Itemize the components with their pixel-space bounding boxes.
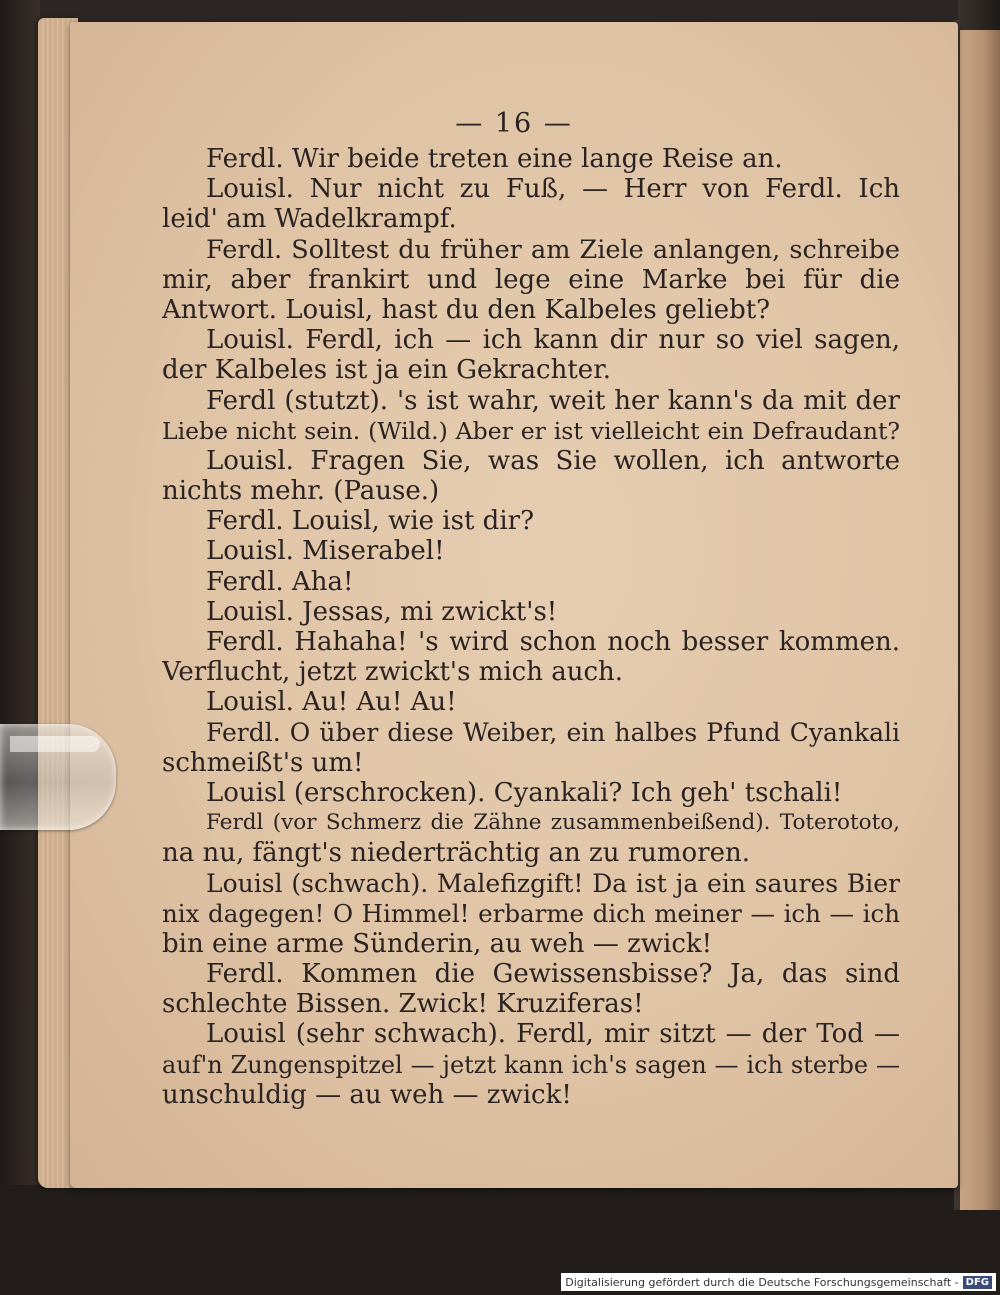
- text-line: Louisl. Nur nicht zu Fuß, — Herr von Ferdl. Ich: [206, 174, 900, 205]
- text-line: Ferdl. Aha!: [206, 566, 354, 597]
- text-line: der Kalbeles ist ja ein Gekrachter.: [162, 355, 612, 386]
- glass-page-holder-shine: [10, 736, 100, 752]
- text-line: nix dagegen! O Himmel! erbarme dich meiner — ich — ich: [162, 898, 900, 928]
- text-line: Antwort. Louisl, hast du den Kalbeles geliebt?: [162, 294, 771, 325]
- text-line: Louisl (erschrocken). Cyankali? Ich geh' tschali!: [206, 777, 843, 808]
- text-line: Ferdl (stutzt). 's ist wahr, weit her kann's da mit der: [206, 385, 900, 416]
- text-line: Louisl. Jessas, mi zwickt's!: [206, 596, 558, 627]
- text-line: Louisl (schwach). Malefizgift! Da ist ja ein saures Bier: [206, 868, 900, 898]
- text-line: Louisl. Au! Au! Au!: [206, 687, 457, 718]
- text-line: Louisl. Miserabel!: [206, 536, 445, 567]
- text-line: Ferdl. Wir beide treten eine lange Reise an.: [206, 144, 783, 174]
- text-line: Louisl. Ferdl, ich — ich kann dir nur so viel sagen,: [206, 325, 900, 356]
- text-line: schlechte Bissen. Zwick! Kruziferas!: [162, 989, 644, 1020]
- page-text: [162, 144, 900, 1110]
- text-line: na nu, fängt's niederträchtig an zu rumoren.: [162, 838, 751, 869]
- page-number: — 16 —: [455, 108, 573, 139]
- text-line: Louisl. Fragen Sie, was Sie wollen, ich antworte: [206, 445, 900, 476]
- text-line: Ferdl. Kommen die Gewissensbisse? Ja, das sind: [206, 959, 900, 990]
- text-line: Ferdl. Hahaha! 's wird schon noch besser kommen.: [206, 627, 900, 657]
- dfg-logo: DFG: [963, 1276, 992, 1289]
- text-line: Louisl (sehr schwach). Ferdl, mir sitzt — der Tod —: [206, 1019, 900, 1050]
- text-line: Ferdl. Solltest du früher am Ziele anlangen, schreibe: [206, 234, 900, 265]
- text-line: schmeißt's um!: [162, 747, 364, 778]
- text-line: Liebe nicht sein. (Wild.) Aber er ist vielleicht ein Defraudant?: [162, 416, 900, 445]
- text-line: nichts mehr. (Pause.): [162, 476, 440, 507]
- digitization-credit: [561, 1273, 996, 1291]
- text-line: unschuldig — au weh — zwick!: [162, 1079, 572, 1110]
- text-line: Ferdl. O über diese Weiber, ein halbes Pfund Cyankali: [206, 717, 900, 747]
- text-line: mir, aber frankirt und lege eine Marke bei für die: [162, 264, 900, 295]
- text-line: Ferdl (vor Schmerz die Zähne zusammenbeißend). Toterototo,: [206, 810, 900, 836]
- text-line: bin eine arme Sünderin, au weh — zwick!: [162, 928, 713, 959]
- credit-text: Digitalisierung gefördert durch die Deutsche Forschungsgemeinschaft -: [565, 1275, 959, 1289]
- text-line: leid' am Wadelkrampf.: [162, 204, 457, 235]
- text-line: Verflucht, jetzt zwickt's mich auch.: [162, 657, 624, 688]
- background-left: [0, 0, 40, 1295]
- adjacent-page-edge: [956, 30, 1000, 1210]
- book-page: [70, 22, 958, 1188]
- text-line: auf'n Zungenspitzel — jetzt kann ich's sagen — ich sterbe —: [162, 1050, 900, 1079]
- text-line: Ferdl. Louisl, wie ist dir?: [206, 506, 535, 537]
